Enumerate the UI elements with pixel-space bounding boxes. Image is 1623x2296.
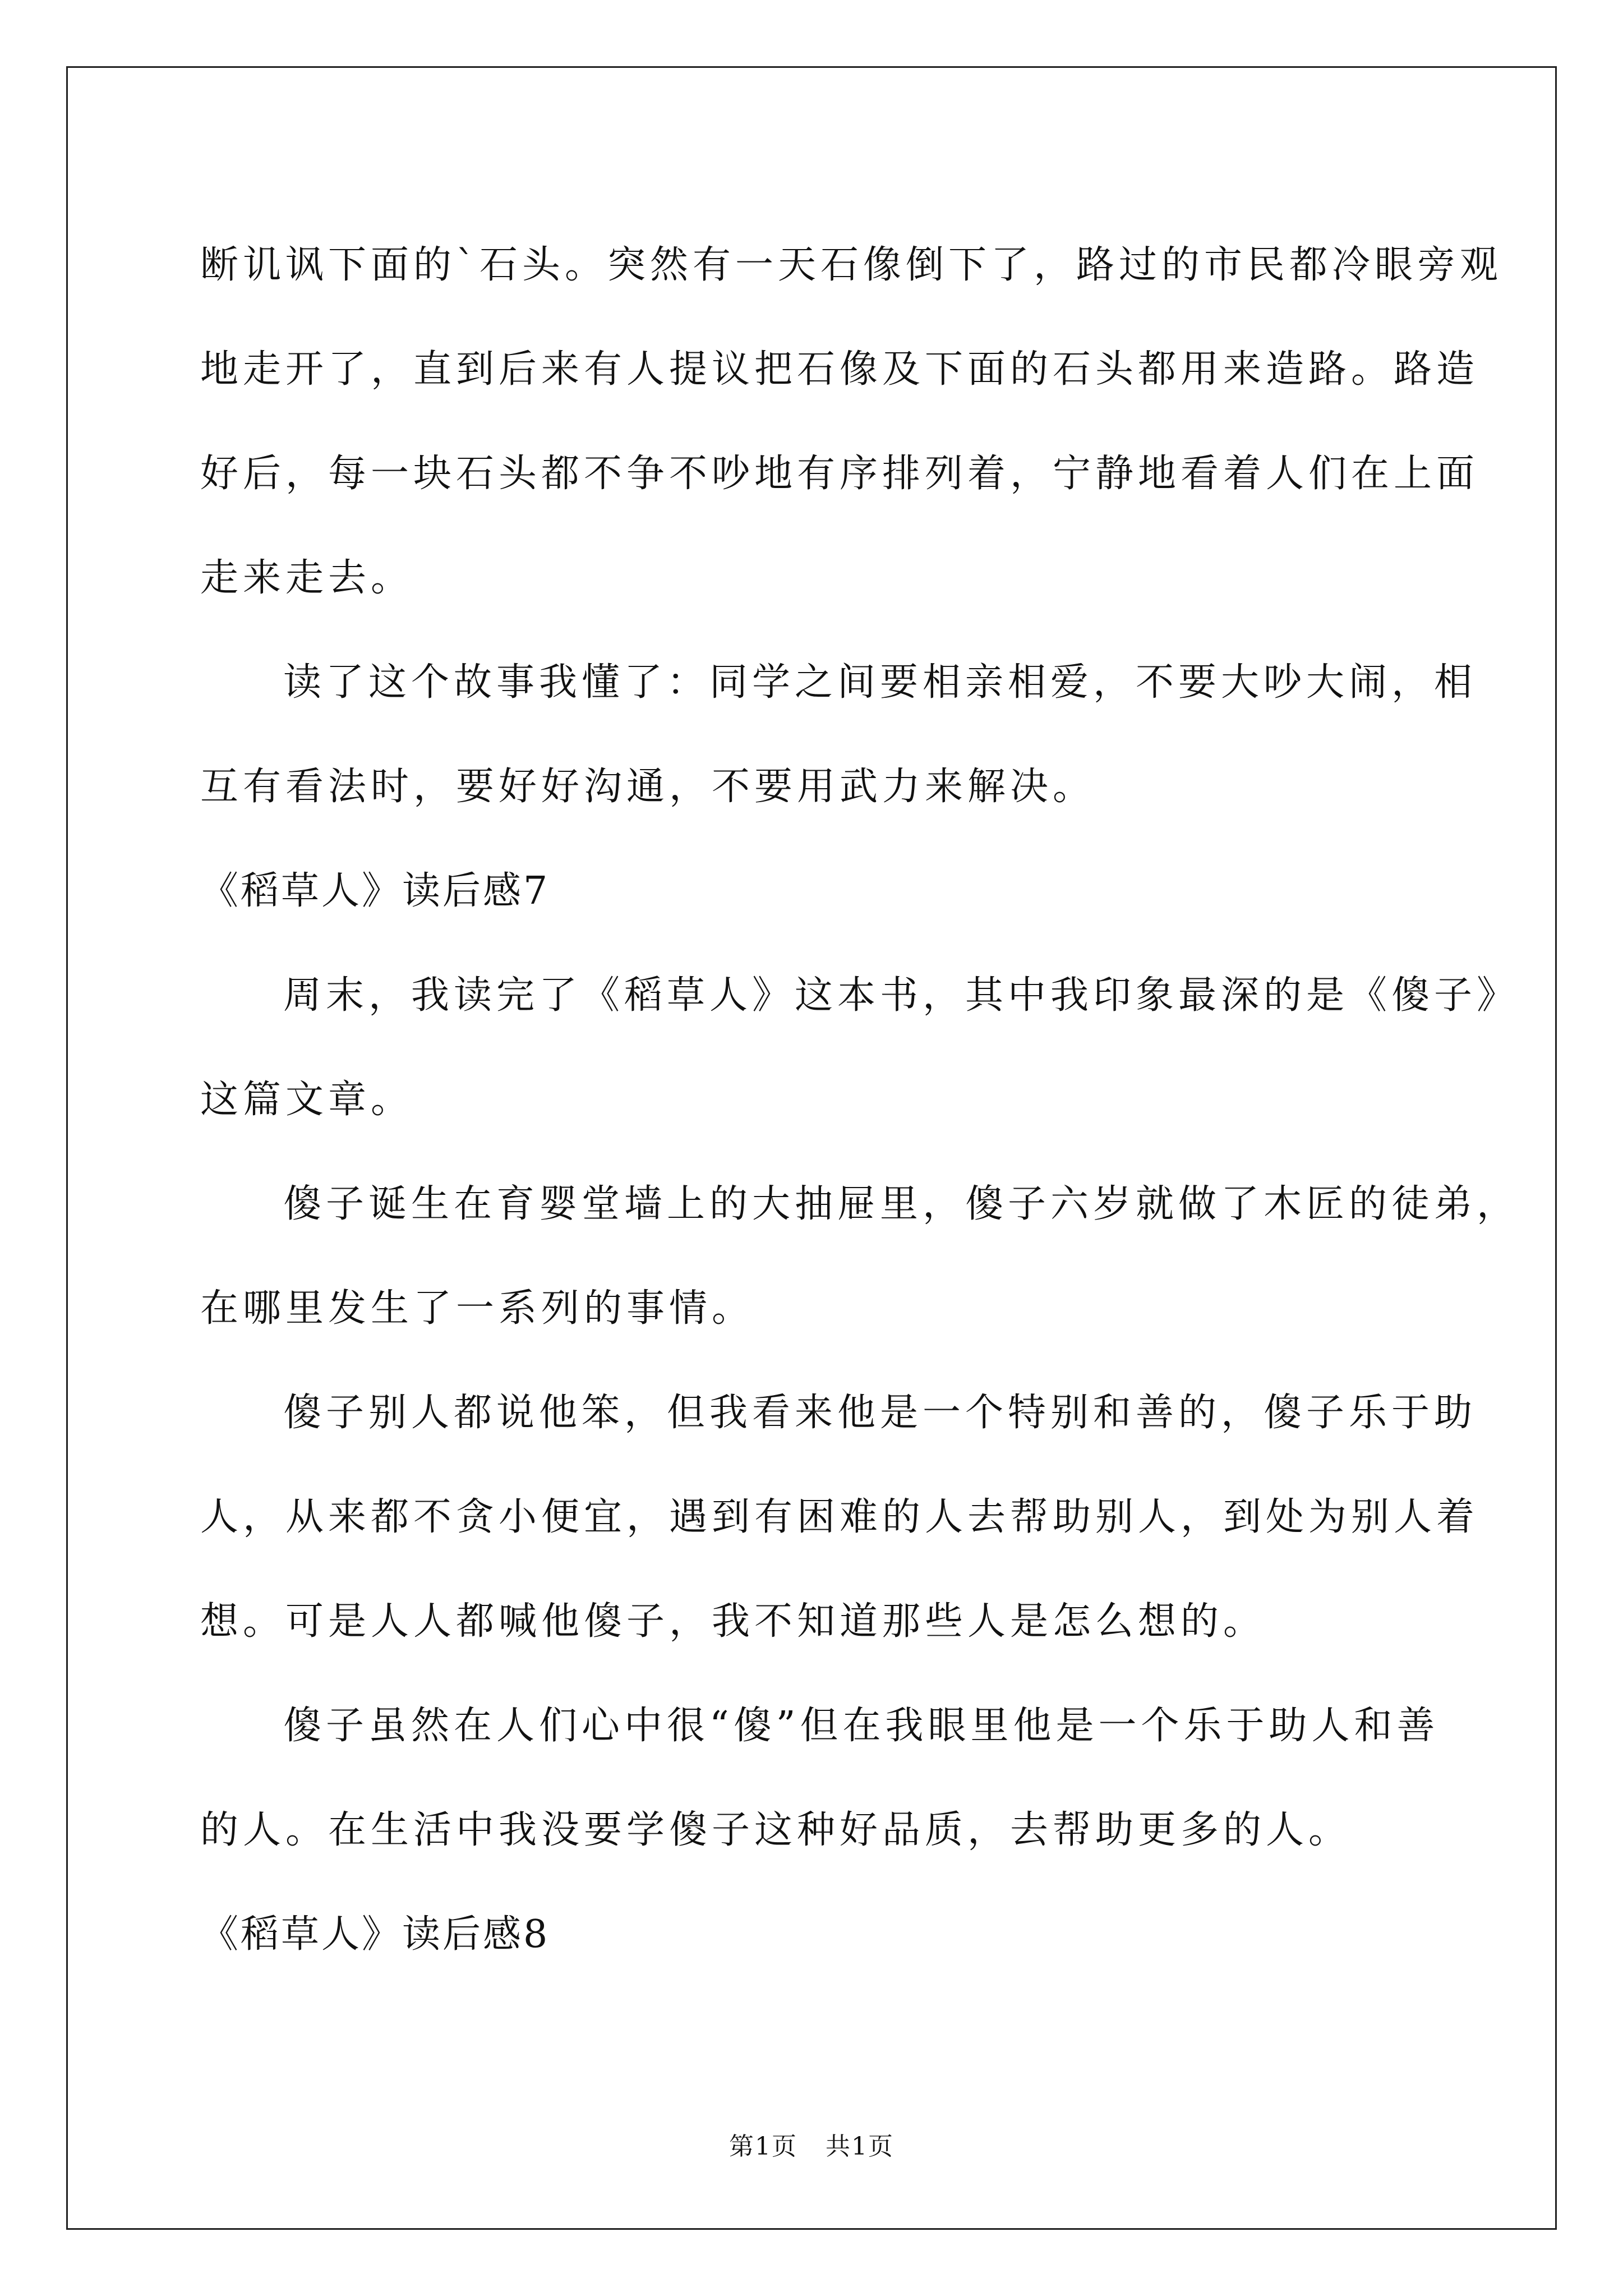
paragraph-line: 周末，我读完了《稻草人》这本书，其中我印象最深的是《傻子》 bbox=[283, 973, 1520, 1018]
paragraph-line: 读了这个故事我懂了：同学之间要相亲相爱，不要大吵大闹，相 bbox=[283, 660, 1477, 705]
document-body bbox=[200, 213, 1520, 1987]
paragraph-line: 傻子诞生在育婴堂墙上的大抽屉里，傻子六岁就做了木匠的徒弟， bbox=[283, 1182, 1520, 1226]
page-total: 共1页 bbox=[826, 2132, 894, 2161]
paragraph-line: 人，从来都不贪小便宜，遇到有困难的人去帮助别人，到处为别人着 bbox=[200, 1495, 1479, 1539]
page-footer bbox=[0, 2126, 1623, 2162]
paragraph-line: 断讥讽下面的`石头。突然有一天石像倒下了，路过的市民都冷眼旁观 bbox=[200, 243, 1503, 287]
paragraph-line: 走来走去。 bbox=[200, 556, 414, 600]
paragraph-line: 这篇文章。 bbox=[200, 1078, 414, 1122]
paragraph-line: 地走开了，直到后来有人提议把石像及下面的石头都用来造路。路造 bbox=[200, 347, 1479, 392]
paragraph-line: 傻子虽然在人们心中很“傻”但在我眼里他是一个乐于助人和善 bbox=[283, 1704, 1440, 1748]
paragraph-line: 傻子别人都说他笨，但我看来他是一个特别和善的，傻子乐于助 bbox=[283, 1391, 1477, 1435]
page-number: 第1页 bbox=[729, 2132, 797, 2161]
paragraph-line: 的人。在生活中我没要学傻子这种好品质，去帮助更多的人。 bbox=[200, 1808, 1352, 1852]
section-heading: 《稻草人》读后感8 bbox=[200, 1912, 550, 1957]
paragraph-line: 好后，每一块石头都不争不吵地有序排列着，宁静地看着人们在上面 bbox=[200, 452, 1479, 496]
paragraph-line: 在哪里发生了一系列的事情。 bbox=[200, 1286, 755, 1331]
paragraph-line: 想。可是人人都喊他傻子，我不知道那些人是怎么想的。 bbox=[200, 1599, 1266, 1644]
section-heading: 《稻草人》读后感7 bbox=[200, 869, 550, 913]
paragraph-line: 互有看法时，要好好沟通，不要用武力来解决。 bbox=[200, 765, 1096, 809]
